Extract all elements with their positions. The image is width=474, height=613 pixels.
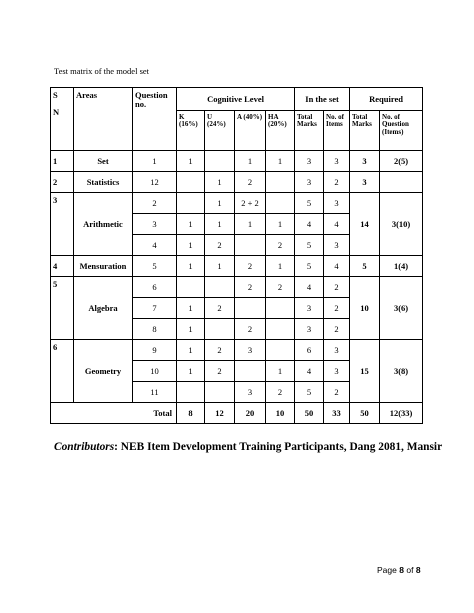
required-items-cell: 3(10) bbox=[380, 193, 423, 256]
total-marks-cell: 5 bbox=[295, 193, 324, 214]
header-sn bbox=[51, 88, 74, 151]
k-cell: 1 bbox=[177, 298, 205, 319]
u-cell bbox=[205, 151, 235, 172]
header-sn-line1: S bbox=[53, 90, 58, 100]
table-row bbox=[51, 151, 423, 172]
no-of-items-cell: 4 bbox=[324, 214, 350, 235]
required-marks-cell: 3 bbox=[350, 151, 380, 172]
question-no-cell: 1 bbox=[133, 151, 177, 172]
total-k-cell: 8 bbox=[177, 403, 205, 424]
total-row bbox=[51, 403, 423, 424]
k-cell: 1 bbox=[177, 340, 205, 361]
total-marks-cell: 4 bbox=[295, 277, 324, 298]
total-marks-cell: 3 bbox=[295, 298, 324, 319]
section-sn-cell: 1 bbox=[51, 151, 74, 172]
u-cell: 2 bbox=[205, 235, 235, 256]
total-marks-cell: 5 bbox=[295, 382, 324, 403]
question-no-cell: 7 bbox=[133, 298, 177, 319]
page-of: of bbox=[406, 565, 414, 575]
k-cell bbox=[177, 277, 205, 298]
page-total: 8 bbox=[415, 565, 421, 575]
a-cell: 2 bbox=[235, 256, 266, 277]
table-row bbox=[51, 340, 423, 361]
required-items-cell: 1(4) bbox=[380, 256, 423, 277]
section-area-cell: Algebra bbox=[74, 277, 133, 340]
u-cell: 2 bbox=[205, 340, 235, 361]
required-items-cell: 3(6) bbox=[380, 277, 423, 340]
total-marks-cell: 5 bbox=[295, 235, 324, 256]
a-cell: 3 bbox=[235, 340, 266, 361]
page-number bbox=[377, 565, 421, 575]
required-items-cell: 3(8) bbox=[380, 340, 423, 403]
a-cell: 2 bbox=[235, 172, 266, 193]
a-cell: 2 bbox=[235, 319, 266, 340]
question-no-cell: 3 bbox=[133, 214, 177, 235]
a-cell bbox=[235, 298, 266, 319]
page-prefix: Page bbox=[377, 565, 397, 575]
question-no-cell: 5 bbox=[133, 256, 177, 277]
k-cell: 1 bbox=[177, 151, 205, 172]
required-marks-cell: 14 bbox=[350, 193, 380, 256]
header-sn-line2: N bbox=[53, 106, 60, 117]
question-no-cell: 8 bbox=[133, 319, 177, 340]
section-sn-cell: 5 bbox=[51, 277, 74, 340]
contributors-label: Contributors bbox=[54, 441, 115, 453]
ha-cell bbox=[266, 319, 295, 340]
u-cell bbox=[205, 277, 235, 298]
total-marks-cell: 3 bbox=[295, 172, 324, 193]
header-ha: HA (20%) bbox=[266, 111, 295, 151]
u-cell: 2 bbox=[205, 361, 235, 382]
total-marks-cell: 4 bbox=[295, 361, 324, 382]
header-no-of-items: No. of Items bbox=[324, 111, 350, 151]
u-cell: 1 bbox=[205, 172, 235, 193]
header-total-marks: Total Marks bbox=[295, 111, 324, 151]
question-no-cell: 12 bbox=[133, 172, 177, 193]
total-marks-cell: 3 bbox=[295, 151, 324, 172]
no-of-items-cell: 4 bbox=[324, 256, 350, 277]
no-of-items-cell: 3 bbox=[324, 235, 350, 256]
header-required-total-marks: Total Marks bbox=[350, 111, 380, 151]
ha-cell: 1 bbox=[266, 151, 295, 172]
section-sn-cell: 3 bbox=[51, 193, 74, 256]
no-of-items-cell: 3 bbox=[324, 151, 350, 172]
test-matrix-table bbox=[50, 87, 423, 424]
header-u: U (24%) bbox=[205, 111, 235, 151]
total-tm-cell: 50 bbox=[295, 403, 324, 424]
question-no-cell: 11 bbox=[133, 382, 177, 403]
a-cell: 1 bbox=[235, 214, 266, 235]
header-required-no-of-question: No. of Question (Items) bbox=[380, 111, 423, 151]
required-marks-cell: 5 bbox=[350, 256, 380, 277]
ha-cell: 1 bbox=[266, 214, 295, 235]
total-req-items-cell: 12(33) bbox=[380, 403, 423, 424]
no-of-items-cell: 3 bbox=[324, 340, 350, 361]
total-a-cell: 20 bbox=[235, 403, 266, 424]
ha-cell bbox=[266, 298, 295, 319]
u-cell: 1 bbox=[205, 256, 235, 277]
a-cell bbox=[235, 361, 266, 382]
u-cell bbox=[205, 382, 235, 403]
ha-cell: 1 bbox=[266, 256, 295, 277]
question-no-cell: 2 bbox=[133, 193, 177, 214]
header-question-no: Question no. bbox=[133, 88, 177, 151]
header-areas: Areas bbox=[74, 88, 133, 151]
section-area-cell: Statistics bbox=[74, 172, 133, 193]
total-req-marks-cell: 50 bbox=[350, 403, 380, 424]
contributors-line bbox=[54, 441, 442, 453]
question-no-cell: 4 bbox=[133, 235, 177, 256]
no-of-items-cell: 3 bbox=[324, 361, 350, 382]
a-cell: 3 bbox=[235, 382, 266, 403]
k-cell: 1 bbox=[177, 361, 205, 382]
question-no-cell: 10 bbox=[133, 361, 177, 382]
question-no-cell: 9 bbox=[133, 340, 177, 361]
table-row bbox=[51, 172, 423, 193]
section-area-cell: Mensuration bbox=[74, 256, 133, 277]
page-current: 8 bbox=[399, 565, 404, 575]
a-cell: 2 bbox=[235, 277, 266, 298]
total-u-cell: 12 bbox=[205, 403, 235, 424]
header-cognitive-level: Cognitive Level bbox=[177, 88, 295, 111]
header-a: A (40%) bbox=[235, 111, 266, 151]
total-marks-cell: 5 bbox=[295, 256, 324, 277]
header-required: Required bbox=[350, 88, 423, 111]
ha-cell: 1 bbox=[266, 361, 295, 382]
k-cell bbox=[177, 193, 205, 214]
k-cell: 1 bbox=[177, 256, 205, 277]
question-no-cell: 6 bbox=[133, 277, 177, 298]
u-cell: 1 bbox=[205, 193, 235, 214]
total-marks-cell: 6 bbox=[295, 340, 324, 361]
section-sn-cell: 2 bbox=[51, 172, 74, 193]
ha-cell: 2 bbox=[266, 382, 295, 403]
k-cell: 1 bbox=[177, 235, 205, 256]
no-of-items-cell: 2 bbox=[324, 172, 350, 193]
section-area-cell: Geometry bbox=[74, 340, 133, 403]
no-of-items-cell: 2 bbox=[324, 298, 350, 319]
required-marks-cell: 15 bbox=[350, 340, 380, 403]
k-cell: 1 bbox=[177, 319, 205, 340]
section-area-cell: Arithmetic bbox=[74, 193, 133, 256]
ha-cell bbox=[266, 193, 295, 214]
header-k: K (16%) bbox=[177, 111, 205, 151]
a-cell: 2 + 2 bbox=[235, 193, 266, 214]
table-row bbox=[51, 256, 423, 277]
ha-cell: 2 bbox=[266, 277, 295, 298]
ha-cell bbox=[266, 340, 295, 361]
k-cell: 1 bbox=[177, 214, 205, 235]
section-sn-cell: 4 bbox=[51, 256, 74, 277]
no-of-items-cell: 2 bbox=[324, 382, 350, 403]
u-cell bbox=[205, 319, 235, 340]
total-label-cell: Total bbox=[51, 403, 177, 424]
ha-cell: 2 bbox=[266, 235, 295, 256]
ha-cell bbox=[266, 172, 295, 193]
required-marks-cell: 10 bbox=[350, 277, 380, 340]
required-marks-cell: 3 bbox=[350, 172, 380, 193]
a-cell bbox=[235, 235, 266, 256]
total-ni-cell: 33 bbox=[324, 403, 350, 424]
total-marks-cell: 3 bbox=[295, 319, 324, 340]
header-in-the-set: In the set bbox=[295, 88, 350, 111]
no-of-items-cell: 2 bbox=[324, 319, 350, 340]
u-cell: 2 bbox=[205, 298, 235, 319]
no-of-items-cell: 2 bbox=[324, 277, 350, 298]
total-marks-cell: 4 bbox=[295, 214, 324, 235]
table-header-row bbox=[51, 88, 423, 111]
a-cell: 1 bbox=[235, 151, 266, 172]
section-area-cell: Set bbox=[74, 151, 133, 172]
required-items-cell bbox=[380, 172, 423, 193]
k-cell bbox=[177, 382, 205, 403]
section-sn-cell: 6 bbox=[51, 340, 74, 403]
required-items-cell: 2(5) bbox=[380, 151, 423, 172]
k-cell bbox=[177, 172, 205, 193]
table-row bbox=[51, 193, 423, 214]
table-caption: Test matrix of the model set bbox=[54, 66, 150, 76]
contributors-text: : NEB Item Development Training Participants, Dang 2081, Mansir bbox=[114, 441, 443, 453]
u-cell: 1 bbox=[205, 214, 235, 235]
no-of-items-cell: 3 bbox=[324, 193, 350, 214]
table-row bbox=[51, 277, 423, 298]
total-ha-cell: 10 bbox=[266, 403, 295, 424]
